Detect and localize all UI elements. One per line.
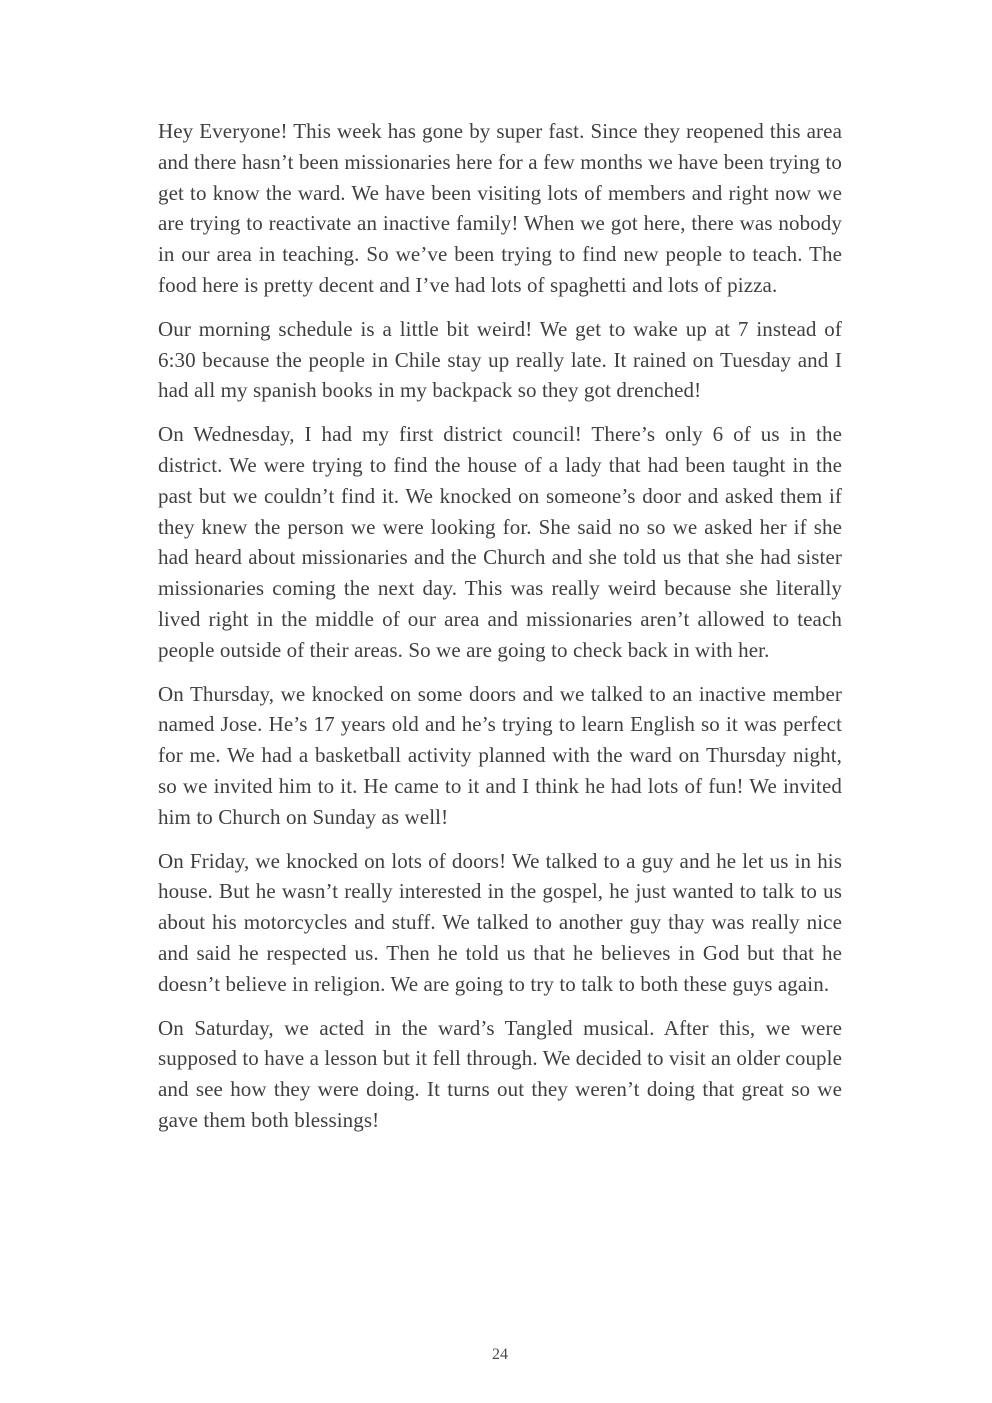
paragraph: Our morning schedule is a little bit weird! We get to wake up at 7 instead of 6:30 because the people in Chile stay up really late. It rained on Tuesday and I had all my spanish books in my backpack so they got drenched! xyxy=(158,316,842,403)
paragraph: On Friday, we knocked on lots of doors! We talked to a guy and he let us in his house. But he wasn’t really interested in the gospel, he just wanted to talk to us about his motorcycles and stuff. We talked to another guy thay was really nice and said he respected us. Then he told us that he believes in God but that he doesn’t believe in religion. We are going to try to talk to both these guys again. xyxy=(158,848,842,996)
document-page xyxy=(158,116,842,1149)
paragraph: On Wednesday, I had my first district council! There’s only 6 of us in the district. We were trying to find the house of a lady that had been taught in the past but we couldn’t find it. We knocked on someone’s door and asked them if they knew the person we were looking for. She said no so we asked her if she had heard about missionaries and the Church and she told us that she had sister missionaries coming the next day. This was really weird because she literally lived right in the middle of our area and missionaries aren’t allowed to teach people outside of their areas. So we are going to check back in with her. xyxy=(158,422,842,662)
paragraph: On Saturday, we acted in the ward’s Tangled musical. After this, we were supposed to have a lesson but it fell through. We decided to visit an older couple and see how they were doing. It turns out they weren’t doing that great so we gave them both blessings! xyxy=(158,1015,842,1132)
paragraph: Hey Everyone! This week has gone by super fast. Since they reopened this area and there hasn’t been missionaries here for a few months we have been trying to get to know the ward. We have been visiting lots of members and right now we are trying to reactivate an inactive family! When we got here, there was nobody in our area in teaching. So we’ve been trying to find new people to teach. The food here is pretty decent and I’ve had lots of spaghetti and lots of pizza. xyxy=(158,119,842,297)
paragraph: On Thursday, we knocked on some doors and we talked to an inactive member named Jose. He’s 17 years old and he’s trying to learn English so it was perfect for me. We had a basketball activity planned with the ward on Thursday night, so we invited him to it. He came to it and I think he had lots of fun! We invited him to Church on Sunday as well! xyxy=(158,681,842,829)
page-number: 24 xyxy=(492,1346,508,1363)
